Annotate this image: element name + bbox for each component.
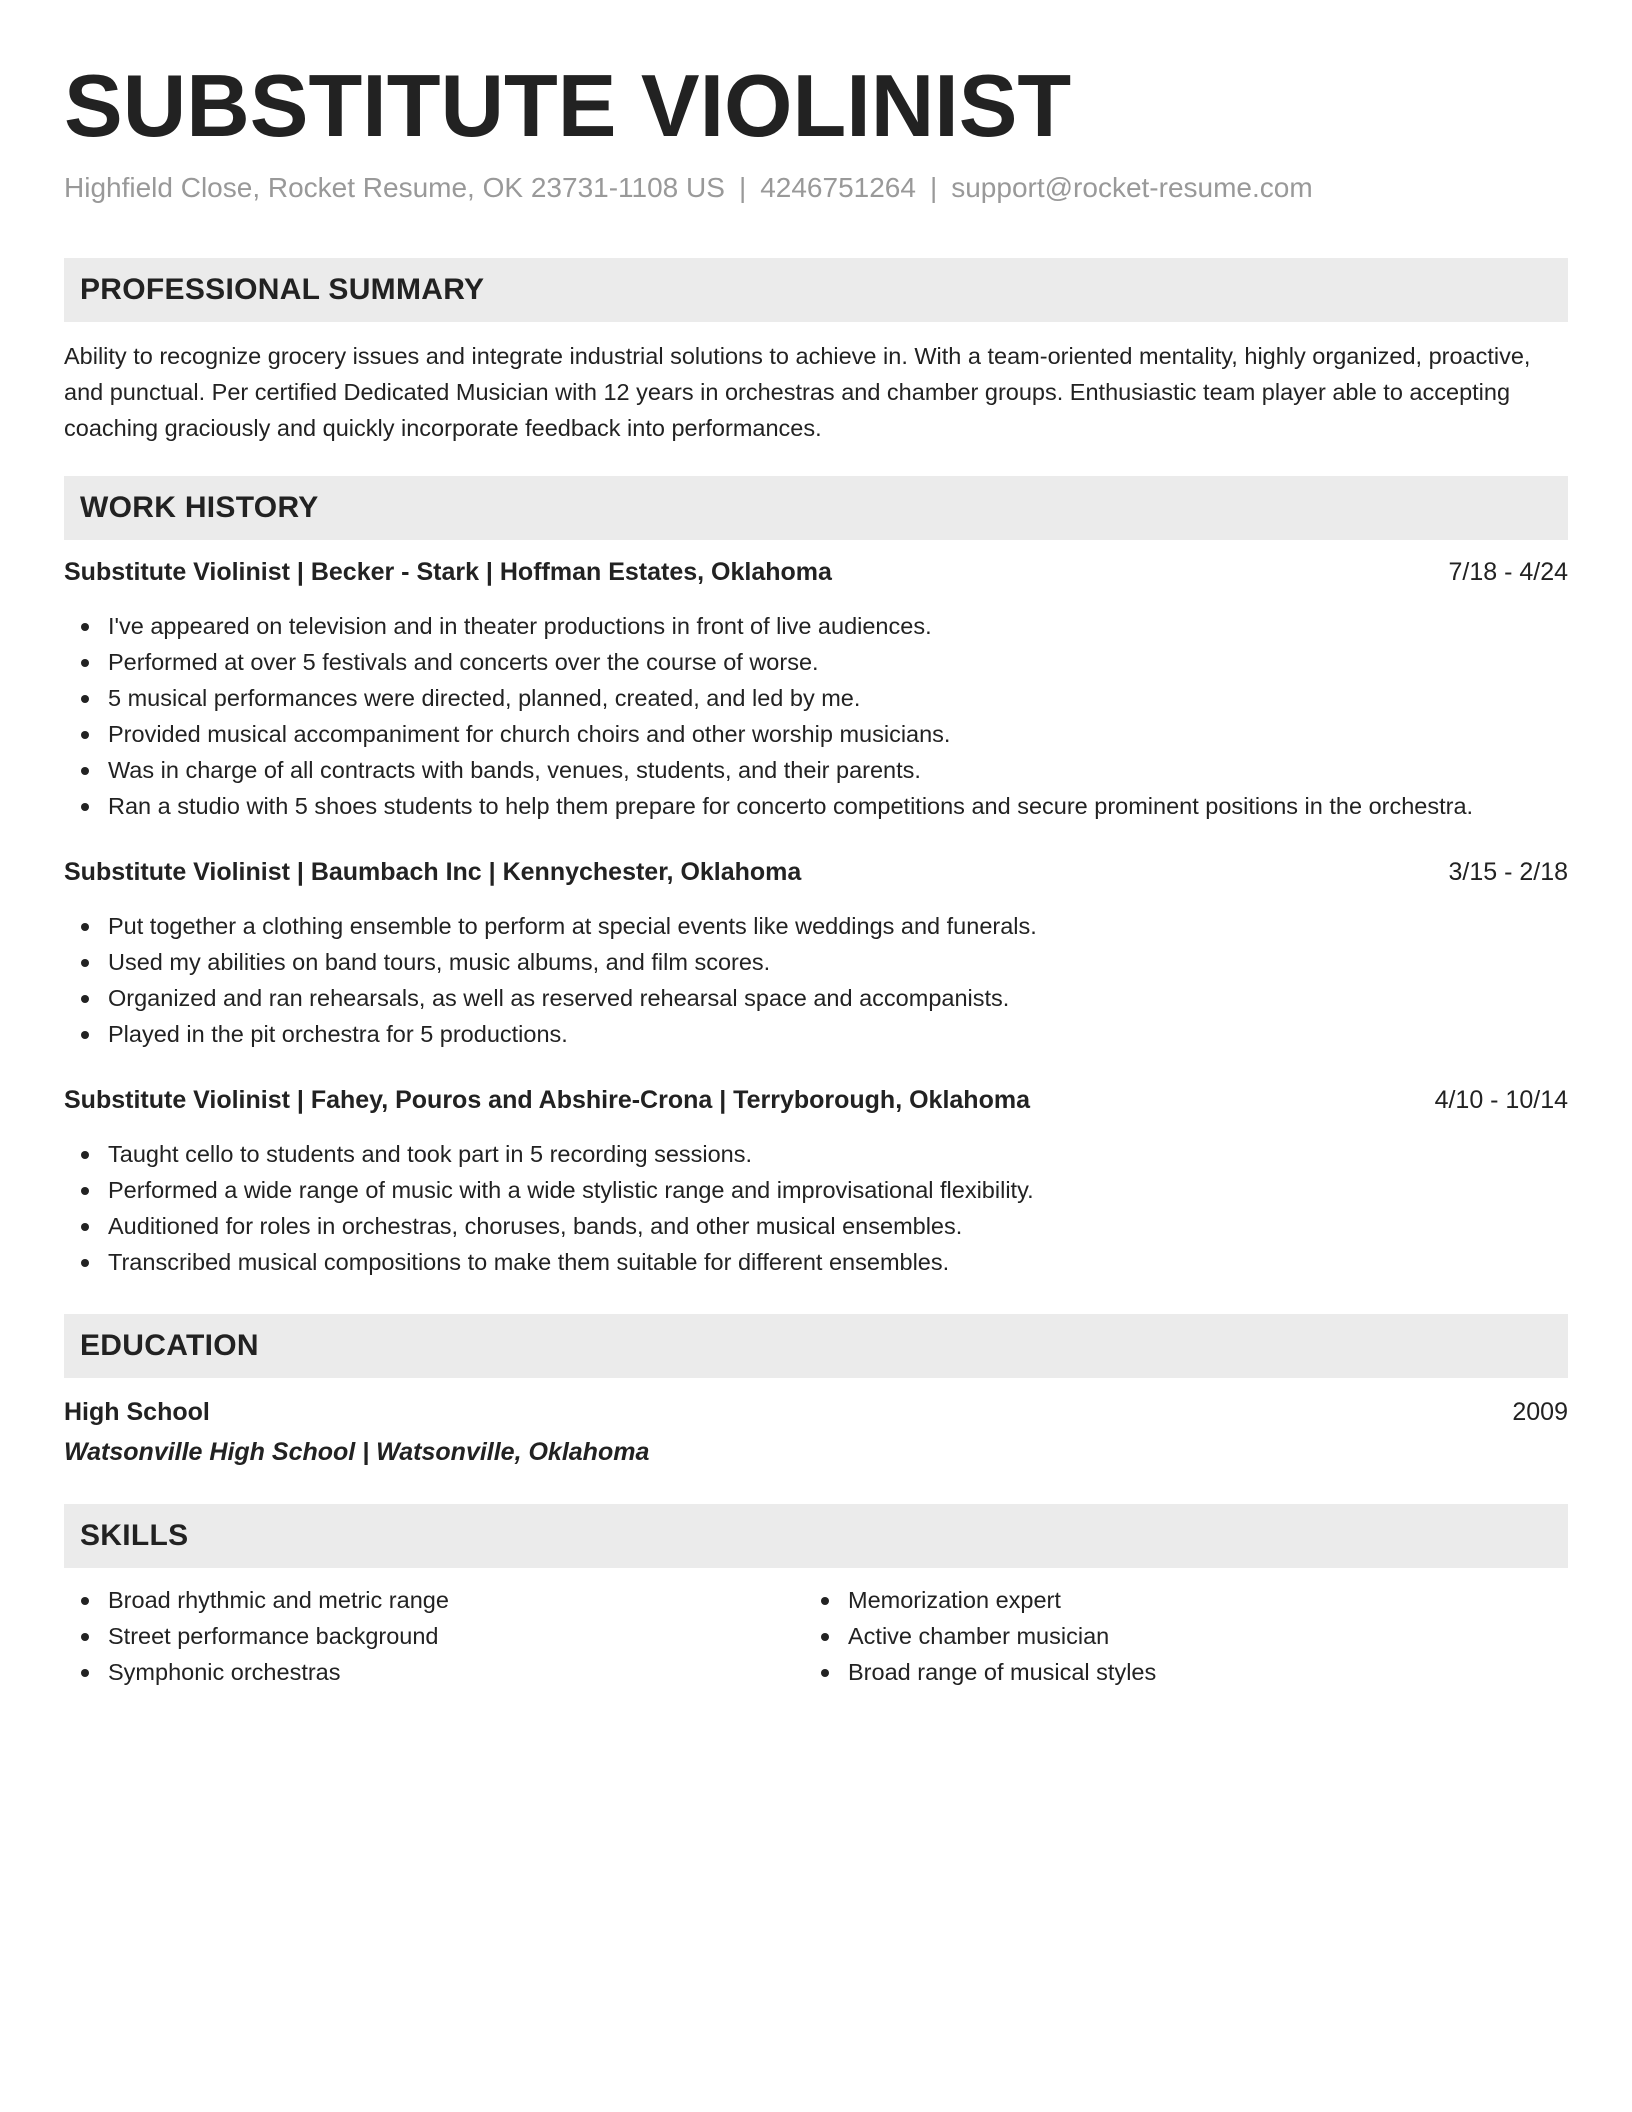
candidate-name: SUBSTITUTE VIOLINIST	[64, 56, 1072, 155]
job-title: Substitute Violinist | Becker - Stark | Hoffman Estates, Oklahoma	[64, 558, 832, 586]
list-item: Played in the pit orchestra for 5 productions.	[64, 1016, 1568, 1052]
job-entry	[64, 1082, 1568, 1280]
summary-text: Ability to recognize grocery issues and integrate industrial solutions to achieve in. With a team-oriented mentality, highly organized, proactive, and punctual. Per certified Dedicated Musician with 12 years in orchestras and chamber groups. Enthusiastic team player able to accepting coaching graciously and quickly incorporate feedback into performances.	[64, 343, 1531, 441]
list-item: Used my abilities on band tours, music albums, and film scores.	[64, 944, 1568, 980]
job-header	[64, 554, 1568, 590]
work-history-heading: WORK HISTORY	[64, 476, 1568, 540]
list-item: Taught cello to students and took part in 5 recording sessions.	[64, 1136, 1568, 1172]
education-degree: High School	[64, 1398, 210, 1426]
contact-separator: |	[929, 172, 938, 203]
job-bullets	[64, 1136, 1568, 1280]
job-header	[64, 1082, 1568, 1118]
job-dates: 7/18 - 4/24	[1448, 558, 1568, 586]
job-title: Substitute Violinist | Fahey, Pouros and Abshire-Crona | Terryborough, Oklahoma	[64, 1086, 1030, 1114]
contact-address: Highfield Close, Rocket Resume, OK 23731-1108 US	[64, 172, 725, 203]
summary-heading: PROFESSIONAL SUMMARY	[64, 258, 1568, 322]
list-item: Auditioned for roles in orchestras, choruses, bands, and other musical ensembles.	[64, 1208, 1568, 1244]
list-item: Performed a wide range of music with a wide stylistic range and improvisational flexibility.	[64, 1172, 1568, 1208]
contact-line	[64, 170, 1568, 206]
list-item: Street performance background	[64, 1618, 804, 1654]
list-item: Ran a studio with 5 shoes students to help them prepare for concerto competitions and secure prominent positions in the orchestra.	[64, 788, 1568, 824]
list-item: Symphonic orchestras	[64, 1654, 804, 1690]
education-school: Watsonville High School | Watsonville, Oklahoma	[64, 1438, 650, 1466]
list-item: Put together a clothing ensemble to perform at special events like weddings and funerals.	[64, 908, 1568, 944]
job-bullets	[64, 908, 1568, 1052]
job-bullets	[64, 608, 1568, 824]
list-item: I've appeared on television and in theater productions in front of live audiences.	[64, 608, 1568, 644]
list-item: Memorization expert	[804, 1582, 1544, 1618]
list-item: Organized and ran rehearsals, as well as reserved rehearsal space and accompanists.	[64, 980, 1568, 1016]
job-dates: 3/15 - 2/18	[1448, 858, 1568, 886]
list-item: Active chamber musician	[804, 1618, 1544, 1654]
contact-separator: |	[738, 172, 747, 203]
list-item: Was in charge of all contracts with bands, venues, students, and their parents.	[64, 752, 1568, 788]
list-item: Broad rhythmic and metric range	[64, 1582, 804, 1618]
education-header	[64, 1394, 1568, 1430]
job-entry	[64, 854, 1568, 1052]
list-item: Transcribed musical compositions to make them suitable for different ensembles.	[64, 1244, 1568, 1280]
skills-column-left	[64, 1582, 804, 1690]
job-entry	[64, 554, 1568, 824]
contact-phone: 4246751264	[760, 172, 916, 203]
resume-page	[64, 0, 1568, 1690]
list-item: Performed at over 5 festivals and concerts over the course of worse.	[64, 644, 1568, 680]
list-item: Broad range of musical styles	[804, 1654, 1544, 1690]
job-dates: 4/10 - 10/14	[1434, 1086, 1568, 1114]
skills-list	[64, 1582, 1568, 1690]
list-item: 5 musical performances were directed, planned, created, and led by me.	[64, 680, 1568, 716]
job-title: Substitute Violinist | Baumbach Inc | Kennychester, Oklahoma	[64, 858, 802, 886]
education-year: 2009	[1512, 1398, 1568, 1426]
job-header	[64, 854, 1568, 890]
contact-email: support@rocket-resume.com	[951, 172, 1313, 203]
skills-column-right	[804, 1582, 1544, 1690]
skills-heading: SKILLS	[64, 1504, 1568, 1568]
list-item: Provided musical accompaniment for church choirs and other worship musicians.	[64, 716, 1568, 752]
education-heading: EDUCATION	[64, 1314, 1568, 1378]
